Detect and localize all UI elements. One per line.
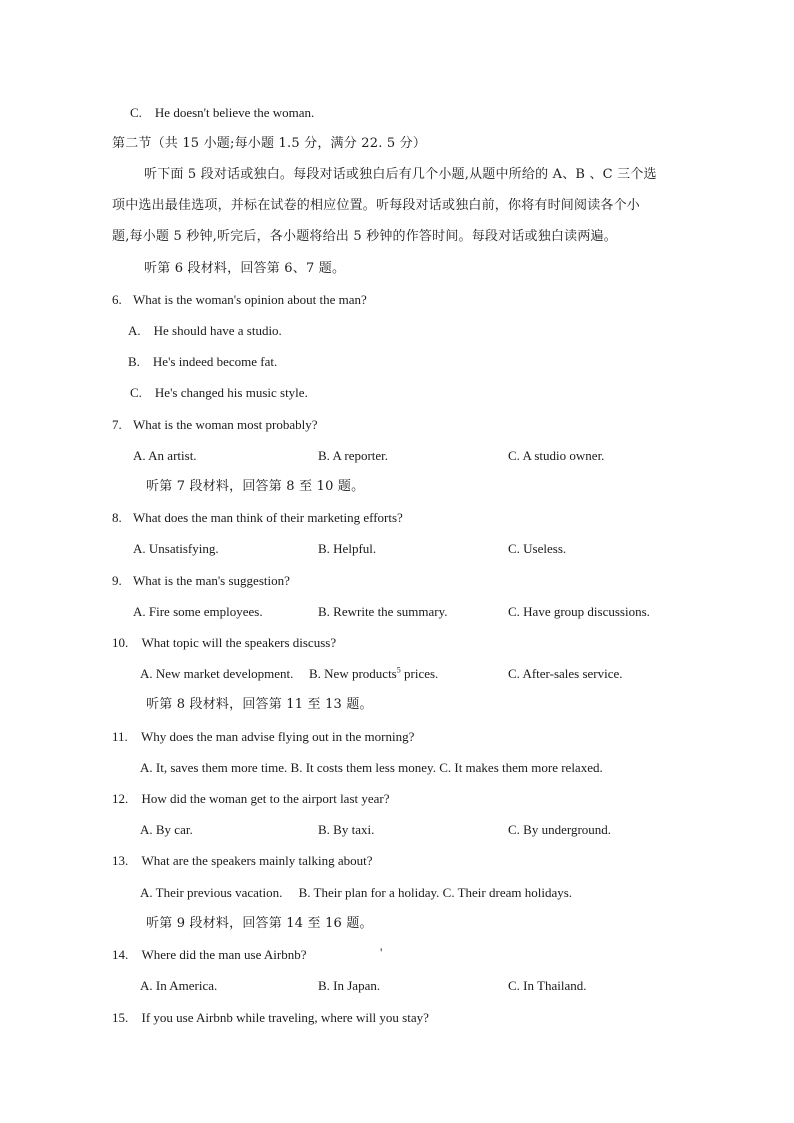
material-heading-7: 听第 7 段材料，回答第 8 至 10 题。 [146,479,365,494]
question-text: What topic will the speakers discuss? [141,635,337,650]
question-number: 11. [112,729,128,744]
q10-option-c: C. After-sales service. [508,666,623,681]
question-9 [112,572,290,590]
q7-option-b: B. A reporter. [318,448,389,463]
question-number: 13. [112,853,129,868]
q10-option-b [309,665,438,683]
q9-option-a: A. Fire some employees. [133,604,263,619]
question-text: What is the woman's opinion about the man? [133,292,367,307]
question-8 [112,509,403,527]
question-15 [112,1009,429,1027]
question-number: 10. [112,635,129,650]
material-heading-8: 听第 8 段材料，回答第 11 至 13 题。 [146,697,373,712]
question-13 [112,852,373,870]
stray-mark: ' [380,945,383,960]
instruction-line-2: 项中选出最佳选项，并标在试卷的相应位置。听每段对话或独白前，你将有时间阅读各个小 [112,198,641,213]
q8-option-c: C. Useless. [508,541,567,556]
material-heading-9: 听第 9 段材料，回答第 14 至 16 题。 [146,916,373,931]
q12-option-c: C. By underground. [508,822,612,837]
question-number: 8. [112,510,122,525]
question-10 [112,634,336,652]
question-text: Where did the man use Airbnb? [141,947,307,962]
instruction-line-1: 听下面 5 段对话或独白。每段对话或独白后有几个小题,从题中所给的 A、B 、C 三个选 [144,167,657,182]
question-14 [112,946,306,964]
question-number: 9. [112,573,122,588]
q11-options: A. It, saves them more time. B. It costs them less money. C. It makes them more relaxed. [140,760,603,775]
question-number: 7. [112,417,122,432]
q14-option-c: C. In Thailand. [508,978,587,993]
q14-option-b: B. In Japan. [318,978,381,993]
q10-option-a: A. New market development. [140,666,294,681]
q12-option-b: B. By taxi. [318,822,375,837]
question-text: What does the man think of their marketing efforts? [133,510,403,525]
q6-option-c: C. He's changed his music style. [130,385,308,400]
question-number: 14. [112,947,129,962]
option-c-previous-question: C. He doesn't believe the woman. [130,105,315,120]
question-11 [112,728,414,746]
q14-option-a: A. In America. [140,978,218,993]
q7-option-a: A. An artist. [133,448,197,463]
question-text: If you use Airbnb while traveling, where will you stay? [141,1010,429,1025]
q10-option-b-superscript: 5 [396,665,401,675]
q10-option-b-text: B. New products [309,666,397,681]
q9-option-c: C. Have group discussions. [508,604,650,619]
q12-option-a: A. By car. [140,822,193,837]
q7-option-c: C. A studio owner. [508,448,605,463]
section-heading: 第二节（共 15 小题;每小题 1.5 分，满分 22. 5 分） [112,136,427,151]
question-12 [112,790,390,808]
question-text: Why does the man advise flying out in the morning? [141,729,415,744]
q10-option-b-text-end: prices. [400,666,439,681]
question-text: What is the woman most probably? [133,417,318,432]
q8-option-b: B. Helpful. [318,541,377,556]
question-number: 15. [112,1010,129,1025]
question-7 [112,416,318,434]
q6-option-b: B. He's indeed become fat. [128,354,278,369]
q13-options: A. Their previous vacation. B. Their plan for a holiday. C. Their dream holidays. [140,885,573,900]
question-6 [112,291,367,309]
question-number: 12. [112,791,129,806]
q6-option-a: A. He should have a studio. [128,323,282,338]
material-heading-6: 听第 6 段材料，回答第 6、7 题。 [144,261,346,276]
question-text: What are the speakers mainly talking about? [141,853,373,868]
instruction-line-3: 题,每小题 5 秒钟,听完后，各小题将给出 5 秒钟的作答时间。每段对话或独白读两遍。 [112,229,617,244]
q9-option-b: B. Rewrite the summary. [318,604,448,619]
q8-option-a: A. Unsatisfying. [133,541,219,556]
question-text: What is the man's suggestion? [133,573,290,588]
question-number: 6. [112,292,122,307]
question-text: How did the woman get to the airport last year? [141,791,390,806]
